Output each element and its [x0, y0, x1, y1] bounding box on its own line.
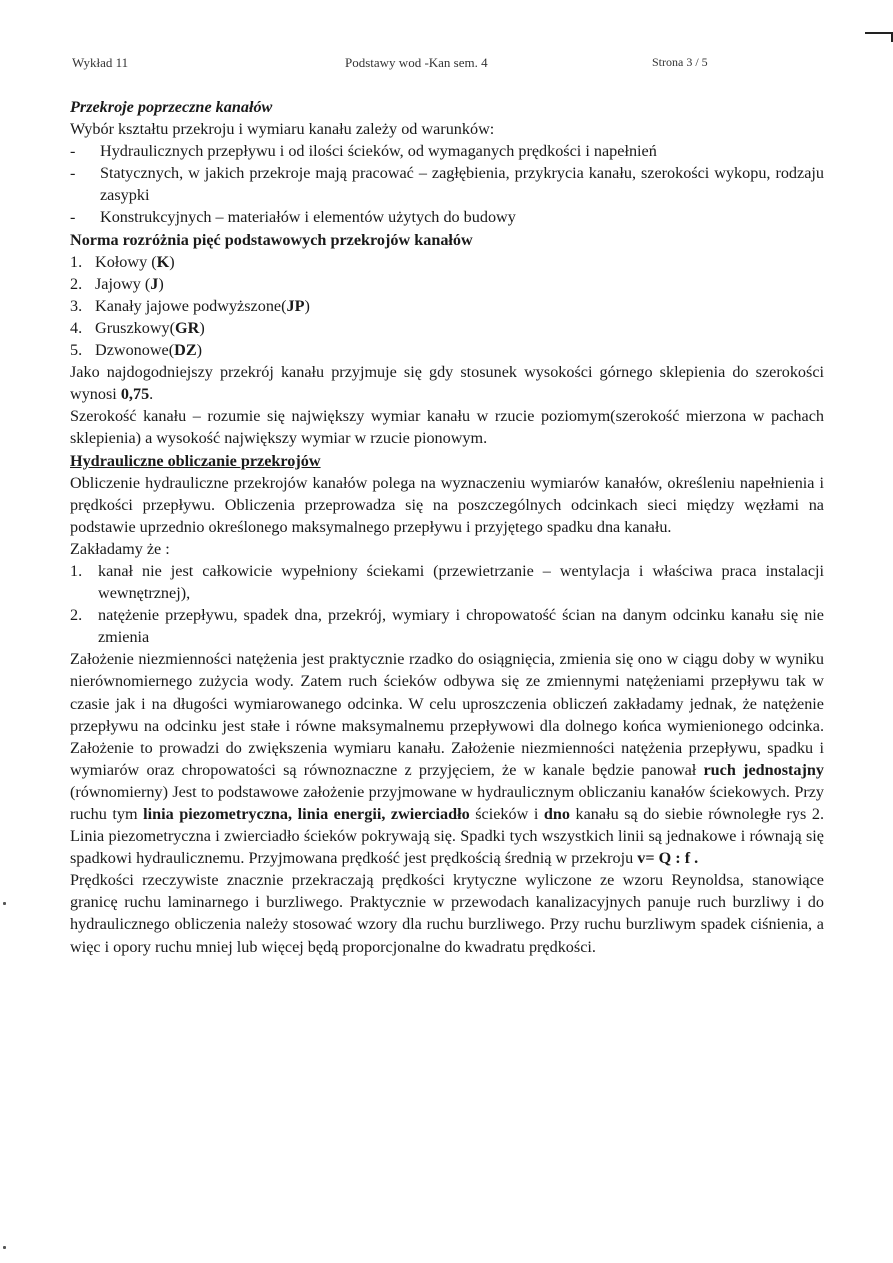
dash-marker: -: [70, 164, 76, 183]
section-intro: Wybór kształtu przekroju i wymiaru kanału zależy od warunków:: [70, 120, 495, 139]
list-item: 1. Kołowy (K): [70, 252, 175, 271]
header-lecture: Wykład 11: [72, 55, 129, 70]
list-item: - Statycznych, w jakich przekroje mają pracować – zagłębienia, przykrycia kanału, szerokości wykopu, rodzaju zasypki: [70, 162, 824, 206]
list-item: 5. Dzwonowe(DZ): [70, 341, 203, 360]
corner-mark: [865, 32, 893, 34]
list-item: 1. kanał nie jest całkowicie wypełniony ściekami (przewietrzanie – wentylacja i właściwa praca instalacji wewnętrznej),: [70, 561, 824, 603]
paragraph-optimal-section: Jako najdogodniejszy przekrój kanału przyjmuje się gdy stosunek wysokości górnego sklepienia do szerokości wynosi 0,75.: [70, 363, 824, 404]
list-item: - Konstrukcyjnych – materiałów i elementów użytych do budowy: [70, 206, 824, 228]
dash-marker: -: [70, 208, 76, 227]
list-item: - Hydraulicznych przepływu i od ilości ścieków, od wymaganych prędkości i napełnień: [70, 140, 824, 162]
paragraph-turbulent-flow: Prędkości rzeczywiste znacznie przekraczają prędkości krytyczne wyliczone ze wzoru Reynoldsa, stanowiące granicę ruchu laminarnego i burzliwego. Praktycznie w przewodach kanalizacyjnych panuje ruch burzliwy i do hydraulicznego obliczenia należy stosować wzory dla ruchu burzliwego. Przy ruchu burzliwym spadek ciśnienia, a więc i opory ruchu mniej lub więcej będą proporcjonalne do kwadratu prędkości.: [70, 871, 824, 956]
document-body: [70, 96, 824, 958]
paragraph-width-definition: Szerokość kanału – rozumie się największy wymiar kanału w rzucie poziomym(szerokość mierzona w pachach sklepienia) a wysokość największy wymiar w rzucie pionowym.: [70, 407, 824, 448]
header-page-number: Strona 3 / 5: [652, 55, 708, 69]
list-item: 4. Gruszkowy(GR): [70, 318, 205, 337]
section-title-cross-sections: Przekroje poprzeczne kanałów: [70, 98, 273, 116]
paragraph-uniform-flow: Założenie niezmienności natężenia jest praktycznie rzadko do osiągnięcia, zmienia się ono w ciągu doby w wyniku nierównomiernego zużycia wody. Zatem ruch ścieków odbywa się ze zmiennymi natężeniami przepływu tak w czasie jak i na długości wymiarowanego odcinka. W celu uproszczenia obliczeń zakładamy jednak, że natężenie przepływu na odcinku jest stałe i równe maksymalnemu przepływowi dla dolnego końca wymienionego odcinka. Założenie to prowadzi do zwiększenia wymiaru kanału. Założenie niezmienności natężenia przepływu, spadku i wymiarów oraz chropowatości są równoznaczne z przyjęciem, że w kanale będzie panował ruch jednostajny (równomierny) Jest to podstawowe założenie przyjmowane w hydraulicznym obliczaniu kanałów ściekowych. Przy ruchu tym linia piezometryczna, linia energii, zwierciadło ścieków i dno kanału są do siebie równoległe rys 2. Linia piezometryczna i zwierciadło ścieków pokrywają się. Spadki tych wszystkich linii są jednakowe i równają się spadkowi hydraulicznemu. Przyjmowana prędkość jest prędkością średnią w przekroju v= Q : f .: [70, 650, 825, 868]
list-item: 2. natężenie przepływu, spadek dna, przekrój, wymiary i chropowatość ścian na danym odcinku kanału się nie zmienia: [70, 606, 824, 647]
list-item: 3. Kanały jajowe podwyższone(JP): [70, 296, 310, 315]
list-item: 2. Jajowy (J): [70, 274, 164, 293]
header-course: Podstawy wod -Kan sem. 4: [345, 55, 488, 70]
dash-marker: -: [70, 142, 76, 161]
scan-speck: [3, 1246, 6, 1249]
scan-speck: [3, 902, 6, 905]
section-title-norm: Norma rozróżnia pięć podstawowych przekrojów kanałów: [70, 230, 473, 249]
assumptions-label: Zakładamy że :: [70, 539, 170, 558]
section-title-hydraulic: Hydrauliczne obliczanie przekrojów: [70, 451, 321, 470]
paragraph-hydraulic-calc: Obliczenie hydrauliczne przekrojów kanałów polega na wyznaczeniu wymiarów kanałów, określeniu napełnienia i prędkości przepływu. Obliczenia przeprowadza się na poszczególnych odcinkach sieci między węzłami na podstawie uprzednio określonego maksymalnego przepływu i przyjętego spadku dna kanału.: [70, 473, 824, 536]
